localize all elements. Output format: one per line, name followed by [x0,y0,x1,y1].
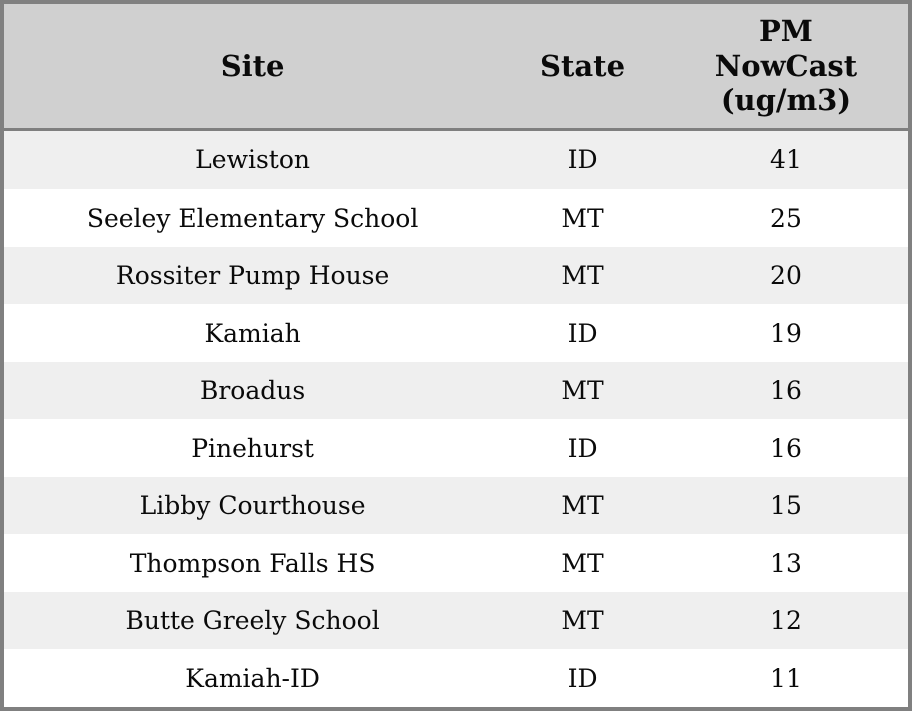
site-cell: Rossiter Pump House [115,261,390,291]
state-cell: MT [561,261,604,291]
column-header-site [4,4,501,129]
column-header-state [501,4,664,129]
pm-value-cell: 11 [770,663,802,693]
state-cell: MT [561,548,604,578]
pm-value-cell: 16 [770,376,802,406]
table-row [4,189,908,247]
table-row [4,477,908,535]
site-cell: Lewiston [195,145,310,175]
site-cell: Seeley Elementary School [86,203,419,233]
state-cell: MT [561,606,604,636]
pm-value-cell: 41 [770,145,802,175]
site-cell: Kamiah-ID [185,663,320,693]
pm-value-cell: 15 [770,491,802,521]
state-cell: ID [567,318,598,348]
table-row [4,247,908,305]
pm-value-cell: 19 [770,318,802,348]
table-row [4,419,908,477]
table-row [4,362,908,420]
table-row [4,649,908,707]
state-cell: MT [561,376,604,406]
state-cell: ID [567,433,598,463]
site-cell: Thompson Falls HS [129,548,376,578]
table-row [4,534,908,592]
state-cell: MT [561,203,604,233]
site-cell: Broadus [199,376,306,406]
site-cell: Butte Greely School [125,606,380,636]
column-header-site-label: Site [220,48,285,83]
table-row [4,592,908,650]
table-row [4,129,908,189]
pm-value-cell: 25 [770,203,802,233]
site-cell: Pinehurst [191,433,314,463]
site-cell: Libby Courthouse [139,491,366,521]
column-header-pm-nowcast [664,4,908,129]
site-cell: Kamiah [204,318,301,348]
pm-value-cell: 12 [770,606,802,636]
state-cell: ID [567,663,598,693]
column-header-state-label: State [540,48,626,83]
table-header [4,4,908,129]
pm-value-cell: 13 [770,548,802,578]
state-cell: ID [567,145,598,175]
column-header-pm-nowcast-label: PM NowCast (ug/m3) [714,14,858,117]
table-row [4,304,908,362]
pm-value-cell: 20 [770,261,802,291]
pm-value-cell: 16 [770,433,802,463]
state-cell: MT [561,491,604,521]
table-body [4,129,908,707]
header-row [4,4,908,129]
pm-nowcast-table [4,4,908,707]
